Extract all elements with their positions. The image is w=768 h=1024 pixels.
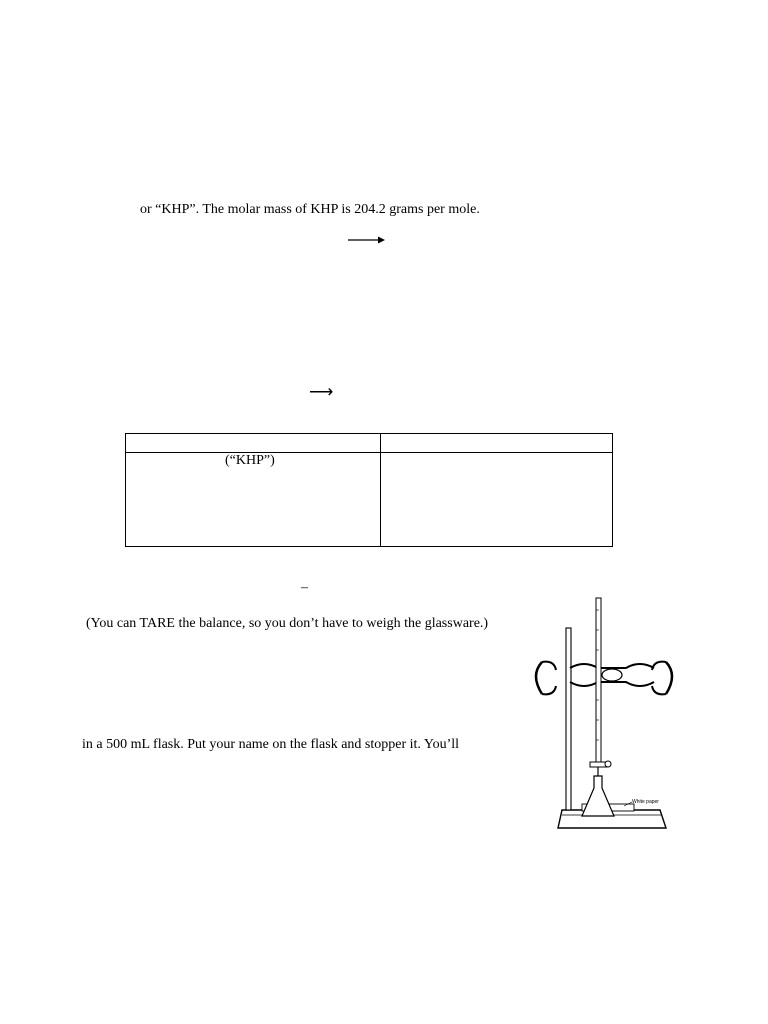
- data-table: [125, 433, 613, 547]
- reaction-arrow-icon: [348, 234, 388, 246]
- table-header-cell: [381, 434, 613, 453]
- table-cell: [381, 453, 613, 547]
- white-paper-label: White paper: [632, 799, 659, 805]
- table-header-cell: [126, 434, 381, 453]
- khp-label: (“KHP”): [225, 453, 275, 468]
- titration-apparatus-illustration: [526, 590, 686, 840]
- table-row: [126, 453, 613, 547]
- reaction-arrow-text: ⟶: [309, 382, 334, 401]
- tare-instruction-line: (You can TARE the balance, so you don’t have to weigh the glassware.): [86, 616, 489, 631]
- flask-instruction-line: in a 500 mL flask. Put your name on the flask and stopper it. You’ll: [82, 737, 460, 752]
- table-header-row: [126, 434, 613, 453]
- table-cell-khp: [126, 453, 381, 547]
- dash-mark: –: [301, 580, 308, 595]
- khp-molar-mass-line: or “KHP”. The molar mass of KHP is 204.2 grams per mole.: [140, 202, 480, 217]
